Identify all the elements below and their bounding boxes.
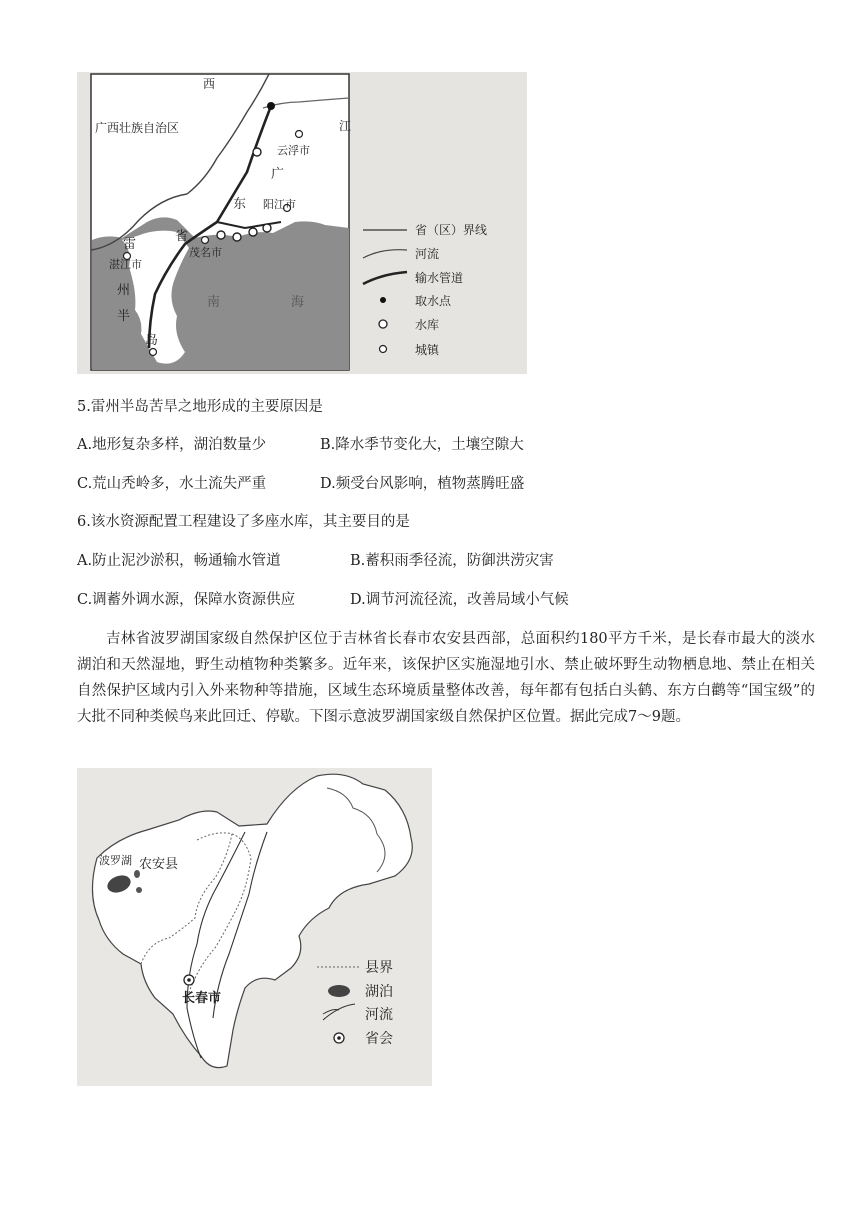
label-changchun: 长春市 (182, 991, 222, 1006)
label-hai: 海 (291, 295, 305, 310)
legend-town: 城镇 (415, 343, 440, 357)
city-maoming: 茂名市 (189, 246, 222, 259)
passage-text: 吉林省波罗湖国家级自然保护区位于吉林省长春市农安县西部，总面积约180平方千米，是长春市最大的淡水湖泊和天然湿地，野生动植物种类繁多。近年来，该保护区实施湿地引水、禁止破坏野生动物栖息地、禁止在相关自然保护区域内引入外来物种等措施，区域生态环境质量整体改善，每年都有包括白头鹤、东方白鹳等“国宝级”的大批不同种类候鸟来此回迁、停歇。下图示意波罗湖国家级自然保护区位置。据此完成7～9题。 (77, 631, 815, 725)
legend-lake: 湖泊 (365, 984, 393, 1000)
label-nan: 南 (207, 295, 221, 310)
label-guang: 广 (271, 167, 285, 182)
question-6-option-d: D.调节河流径流，改善局域小气候 (350, 592, 569, 608)
label-nongan: 农安县 (139, 857, 179, 872)
boluo-lake-reserve-map (77, 768, 432, 1086)
legend-capital: 省会 (365, 1031, 393, 1047)
intake-point-icon (267, 102, 275, 110)
label-boluo-lake: 波罗湖 (99, 854, 132, 867)
legend-river: 河流 (415, 247, 440, 261)
label-dao: 岛 (145, 333, 159, 348)
city-yangjiang: 阳江市 (263, 198, 296, 211)
reservoir-icon (253, 148, 261, 156)
guangdong-water-project-map (77, 72, 527, 374)
city-yunfu: 云浮市 (277, 144, 310, 157)
question-5-option-b: B.降水季节变化大，土壤空隙大 (320, 437, 524, 453)
reservoir-icon (263, 224, 271, 232)
label-ban: 半 (117, 309, 131, 324)
label-guangxi: 广西壮族自治区 (95, 121, 180, 135)
question-6-option-c: C.调蓄外调水源，保障水资源供应 (77, 592, 296, 608)
town-icon (150, 349, 157, 356)
label-zhou: 州 (117, 283, 131, 298)
label-jiang: 江 (339, 119, 352, 133)
legend-river-2: 河流 (365, 1007, 393, 1023)
question-6-stem: 6.该水资源配置工程建设了多座水库，其主要目的是 (77, 514, 410, 530)
label-xi: 西 (203, 77, 216, 91)
question-6-option-b: B.蓄积雨季径流，防御洪涝灾害 (350, 553, 554, 569)
label-dong: 东 (233, 197, 247, 212)
legend-reservoir: 水库 (415, 318, 440, 332)
legend-boundary: 省（区）界线 (415, 223, 488, 237)
question-5-stem: 5.雷州半岛苦旱之地形成的主要原因是 (77, 399, 323, 415)
town-icon (202, 237, 209, 244)
town-icon (296, 131, 303, 138)
city-zhanjiang: 湛江市 (109, 258, 142, 271)
question-6-option-a: A.防止泥沙淤积，畅通输水管道 (77, 553, 281, 569)
legend-pipeline: 输水管道 (415, 271, 464, 285)
label-sheng: 省 (175, 229, 189, 244)
legend-county-boundary: 县界 (365, 960, 393, 976)
question-5-option-c: C.荒山秃岭多，水土流失严重 (77, 476, 267, 492)
question-5-option-a: A.地形复杂多样，湖泊数量少 (77, 437, 267, 453)
question-5-option-d: D.频受台风影响，植物蒸腾旺盛 (320, 476, 525, 492)
reservoir-icon (233, 233, 241, 241)
label-lei: 雷 (123, 237, 137, 252)
legend-intake: 取水点 (415, 294, 452, 308)
reservoir-icon (249, 228, 257, 236)
reservoir-icon (217, 231, 225, 239)
